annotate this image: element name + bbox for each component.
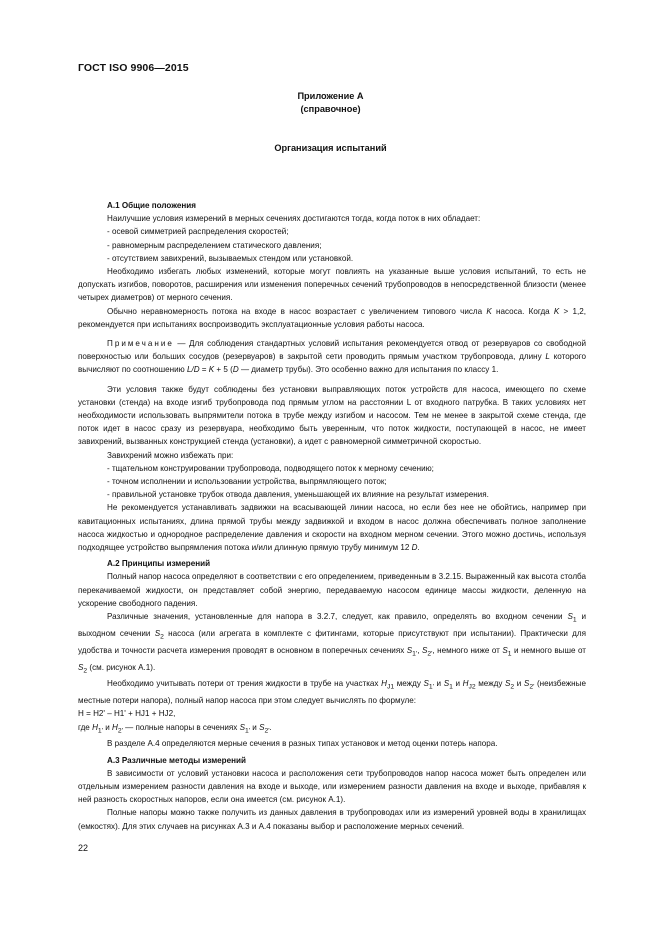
document-header: ГОСТ ISO 9906—2015 <box>78 62 189 74</box>
paragraph: Необходимо избегать любых изменений, которые могут повлиять на указанные выше условия испытаний, то есть не допускать изгибов, поворотов, расширения или изменения поперечных сечений трубопроводов в непосредственной близости (менее четырех диаметров) от мерного сечения. <box>78 267 586 303</box>
list-item: - равномерным распределением статического давления; <box>107 240 322 250</box>
formula-explanation: где $H_{1'}$ и $H_{2'}$ — полные напоры в сечениях $S_{1'}$ и $S_{2'}$. <box>78 722 272 735</box>
section-title-a2: А.2 Принципы измерений <box>107 559 211 569</box>
paragraph: Полные напоры можно также получить из данных давления в трубопроводах или из измерений уровней воды в хранилищах (емкостях). Для этих случаев на рисунках А.3 и А.4 показаны выбор и расположение мерных сечений. <box>78 808 586 831</box>
list-item: - точном исполнении и использовании устройства, выпрямляющего поток; <box>107 477 387 487</box>
paragraph: Не рекомендуется устанавливать задвижки на всасывающей линии насоса, но если без нее не обойтись, например при кавитационных испытаниях, длина прямой трубы между задвижкой и входом в насос должна обеспечивать полное заполнение насоса жидкостью и однородное распределение давления и скорости на входном мерном сечении. Этого можно достичь, используя подходящее устройство выпрямления потока и/или длинную прямую трубу минимум 12 D. <box>78 503 586 553</box>
list-item: - правильной установке трубок отвода давления, уменьшающей их влияние на результат измерения. <box>107 490 489 500</box>
paragraph: Эти условия также будут соблюдены без установки выправляющих поток устройств для насоса, имеющего по схеме установки (стенда) на входе изгиб трубопровода под прямым углом на расстоянии L от входного патрубка. В таких условиях нет необходимости использовать выпрямители потока в трубе между изгибом и насосом. Тем не менее в закрытой схеме стенда, где поток идет в насос сразу из резервуара, необходимо быть уверенным, что поток жидкости, поступающей в насос, не имеет завихрений, вызванных конструкцией стенда (установки), а идет с равномерной симметричной скоростью. <box>78 384 586 447</box>
paragraph: Обычно неравномерность потока на входе в насос возрастает с увеличением типового числа K насоса. Когда K > 1,2, рекомендуется при испытаниях воспроизводить эксплуатационные условия работы насоса. <box>78 306 587 329</box>
note-paragraph: Примечание — Для соблюдения стандартных условий испытания рекомендуется отвод от резервуаров со свободной поверхностью или больших сосудов (резервуаров) в закрытой сети проводить прямым участком трубопровода, длину L которого вычисляют по соотношению L/D = K + 5 (D — диаметр трубы). Это особенно важно для испытания по классу 1. <box>78 339 587 375</box>
page-number: 22 <box>78 843 89 853</box>
paragraph: Необходимо учитывать потери от трения жидкости в трубе на участках $H_{J1}$ между $S_{1'}$ и $S_1$ и $H_{J2}$ между $S_2$ и $S_{2'}$ (неизбежные местные потери напора), полный напор насоса при этом следует вычислять по формуле: <box>78 679 586 706</box>
annex-title: Приложение А <box>297 91 364 101</box>
paragraph: Завихрений можно избежать при: <box>107 450 234 460</box>
section-title-a3: А.3 Различные методы измерений <box>107 755 246 765</box>
paragraph: В разделе А.4 определяются мерные сечения в разных типах установок и метод оценки потерь напора. <box>107 739 498 749</box>
annex-heading: Организация испытаний <box>274 143 387 153</box>
paragraph: Наилучшие условия измерений в мерных сечениях достигаются тогда, когда поток в них обладает: <box>107 214 481 224</box>
note-label: Примечание <box>107 339 174 349</box>
list-item: - тщательном конструировании трубопровода, подводящего поток к мерному сечению; <box>107 463 434 473</box>
paragraph: Различные значения, установленные для напора в 3.2.7, следует, как правило, определять во входном сечении $S_1$ и выходном сечении $S_2$ насоса (или агрегата в комплекте с фитингами, которые присутствуют при испытании). Практически для удобства и точности расчета измерения проводят в основном в поперечных сечениях $S_{1'}$, $S_{2'}$, немного ниже от $S_1$ и немного выше от $S_2$ (см. рисунок А.1). <box>78 612 586 675</box>
annex-kind: (справочное) <box>300 104 361 114</box>
paragraph: Полный напор насоса определяют в соответствии с его определением, приведенным в 3.2.15. Выраженный как высота столба перекачиваемой жидкости, он представляет собой энергию, передаваемую насосом единице массы жидкости, деленную на ускорение свободного падения. <box>78 572 586 608</box>
list-item: - отсутствием завихрений, вызываемых стендом или установкой. <box>107 253 354 263</box>
formula: H = H2' – H1' + HJ1 + HJ2, <box>78 709 176 719</box>
document-body <box>78 199 586 833</box>
list-item: - осевой симметрией распределения скоростей; <box>107 227 289 237</box>
paragraph: В зависимости от условий установки насоса и расположения сети трубопроводов напор насоса может быть определен или отдельным измерением разности давления на входе и выходе, или измерением разности давления на входе и выходе, прибавляя к ней разность скоростных напоров, если она имеется (см. рисунок А.1). <box>78 768 586 805</box>
section-title-a1: А.1 Общие положения <box>107 201 196 210</box>
